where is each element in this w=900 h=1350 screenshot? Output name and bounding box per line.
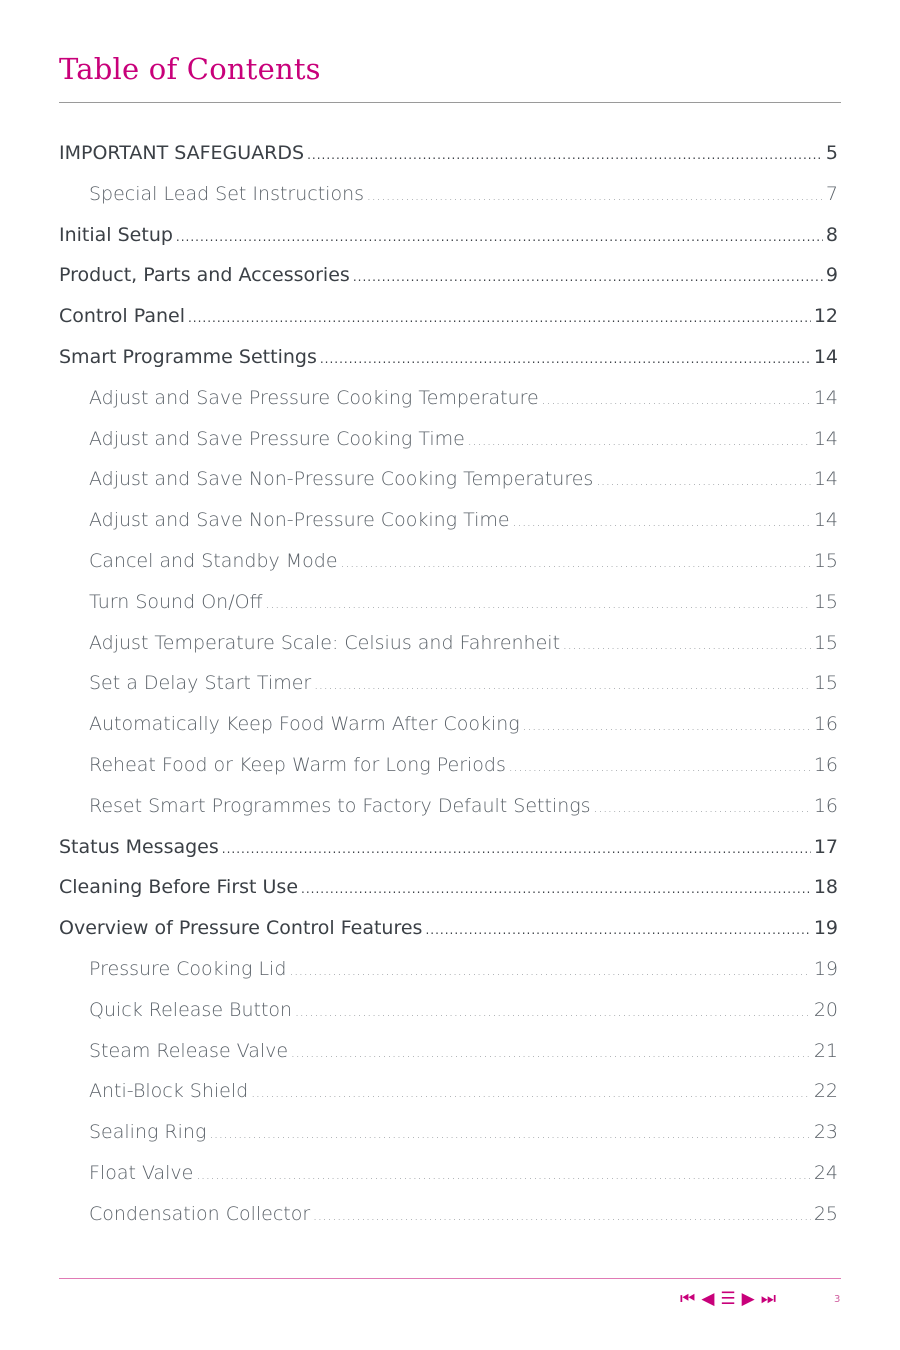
toc-entry-label: Special Lead Set Instructions: [89, 182, 365, 205]
dot-leader: [509, 750, 811, 784]
dot-leader: [291, 1036, 811, 1070]
dot-leader: [301, 872, 811, 906]
toc-entry-page: 19: [813, 917, 838, 940]
toc-entry-label: Set a Delay Start Timer: [89, 672, 312, 695]
toc-entry-page: 15: [813, 549, 838, 572]
toc-entry-label: Smart Programme Settings: [59, 345, 317, 368]
toc-entry-page: 12: [813, 305, 838, 328]
dot-leader: [251, 1076, 811, 1110]
toc-entry-label: Initial Setup: [59, 223, 173, 246]
dot-leader: [176, 220, 823, 254]
toc-entry-page: 14: [813, 345, 838, 368]
toc-entry-page: 25: [813, 1202, 838, 1225]
toc-entry-page: 14: [813, 427, 838, 450]
dot-leader: [266, 587, 811, 621]
toc-entry[interactable]: [59, 177, 838, 218]
last-page-icon[interactable]: ⏭: [760, 1289, 777, 1309]
toc-entry-page: 9: [825, 264, 838, 287]
toc-entry[interactable]: [59, 299, 838, 340]
title-divider: [59, 102, 841, 103]
toc-entry-page: 22: [813, 1080, 838, 1103]
dot-leader: [313, 1199, 811, 1233]
toc-entry[interactable]: [59, 707, 838, 748]
toc-entry-label: Cancel and Standby Mode: [89, 549, 338, 572]
dot-leader: [320, 342, 811, 376]
page-title: Table of Contents: [59, 52, 321, 86]
toc-entry-page: 14: [813, 468, 838, 491]
dot-leader: [594, 791, 811, 825]
table-of-contents: [59, 136, 838, 1238]
dot-leader: [596, 464, 810, 498]
dot-leader: [295, 995, 811, 1029]
dot-leader: [563, 628, 811, 662]
toc-entry[interactable]: [59, 1034, 838, 1075]
toc-entry-label: Automatically Keep Food Warm After Cooking: [89, 713, 520, 736]
toc-entry-label: Condensation Collector: [89, 1202, 311, 1225]
next-page-icon[interactable]: ▶: [741, 1289, 755, 1309]
dot-leader: [341, 546, 811, 580]
toc-entry[interactable]: [59, 911, 838, 952]
dot-leader: [307, 138, 823, 172]
toc-entry-page: 14: [813, 509, 838, 532]
toc-entry-label: Product, Parts and Accessories: [59, 264, 350, 287]
toc-entry-label: Float Valve: [89, 1161, 194, 1184]
toc-entry[interactable]: [59, 1156, 838, 1197]
dot-leader: [523, 709, 811, 743]
dot-leader: [513, 505, 811, 539]
dot-leader: [188, 301, 811, 335]
toc-entry-page: 20: [813, 998, 838, 1021]
toc-entry-label: Adjust and Save Non-Pressure Cooking Time: [89, 509, 510, 532]
dot-leader: [314, 668, 811, 702]
toc-entry[interactable]: [59, 585, 838, 626]
toc-entry-label: Adjust and Save Pressure Cooking Temperature: [89, 386, 539, 409]
toc-entry[interactable]: [59, 422, 838, 463]
toc-entry-label: Cleaning Before First Use: [59, 876, 299, 899]
toc-entry[interactable]: [59, 340, 838, 381]
toc-entry-label: Adjust and Save Non-Pressure Cooking Temperatures: [89, 468, 594, 491]
toc-entry-label: IMPORTANT SAFEGUARDS: [59, 142, 305, 164]
toc-entry-page: 14: [813, 386, 838, 409]
toc-entry[interactable]: [59, 626, 838, 667]
toc-entry[interactable]: [59, 462, 838, 503]
toc-entry[interactable]: [59, 381, 838, 422]
toc-entry[interactable]: [59, 748, 838, 789]
dot-leader: [425, 913, 810, 947]
toc-entry-page: 23: [813, 1121, 838, 1144]
toc-entry-page: 16: [813, 753, 838, 776]
toc-entry-page: 16: [813, 794, 838, 817]
footer-divider: [59, 1278, 841, 1279]
toc-entry[interactable]: [59, 789, 838, 830]
toc-entry-label: Reheat Food or Keep Warm for Long Periods: [89, 753, 506, 776]
toc-entry-label: Status Messages: [59, 835, 219, 858]
toc-entry-label: Quick Release Button: [89, 998, 293, 1021]
dot-leader: [289, 954, 810, 988]
dot-leader: [222, 832, 811, 866]
toc-entry[interactable]: [59, 830, 838, 871]
toc-entry[interactable]: [59, 1074, 838, 1115]
toc-entry[interactable]: [59, 218, 838, 259]
toc-entry[interactable]: [59, 870, 838, 911]
toc-entry-label: Adjust and Save Pressure Cooking Time: [89, 427, 465, 450]
dot-leader: [367, 179, 823, 213]
toc-entry-page: 17: [813, 835, 838, 858]
toc-entry-label: Pressure Cooking Lid: [89, 957, 287, 980]
toc-entry[interactable]: [59, 1197, 838, 1238]
toc-entry[interactable]: [59, 503, 838, 544]
toc-entry-page: 15: [813, 672, 838, 695]
dot-leader: [209, 1117, 810, 1151]
toc-entry[interactable]: [59, 993, 838, 1034]
toc-entry-page: 8: [825, 223, 838, 246]
dot-leader: [542, 383, 811, 417]
toc-entry-label: Adjust Temperature Scale: Celsius and Fahrenheit: [89, 631, 561, 654]
toc-entry[interactable]: [59, 258, 838, 299]
page-number: 3: [834, 1294, 841, 1305]
dot-leader: [196, 1158, 810, 1192]
toc-entry-page: 24: [813, 1161, 838, 1184]
toc-entry-page: 16: [813, 713, 838, 736]
previous-page-icon[interactable]: ◀: [701, 1289, 715, 1309]
toc-entry-label: Turn Sound On/Off: [89, 590, 263, 613]
toc-entry-label: Sealing Ring: [89, 1121, 207, 1144]
toc-entry-page: 21: [813, 1039, 838, 1062]
toc-entry-page: 7: [825, 182, 838, 205]
dot-leader: [468, 424, 811, 458]
toc-entry-page: 19: [813, 957, 838, 980]
toc-entry-page: 15: [813, 590, 838, 613]
toc-entry[interactable]: [59, 136, 838, 177]
toc-entry-page: 5: [825, 142, 838, 164]
toc-entry-label: Control Panel: [59, 305, 185, 328]
toc-entry[interactable]: [59, 544, 838, 585]
page-navigation: [680, 1289, 776, 1309]
first-page-icon[interactable]: ⏮: [680, 1289, 696, 1309]
contents-menu-icon[interactable]: ☰: [720, 1289, 736, 1309]
toc-entry-label: Reset Smart Programmes to Factory Default Settings: [89, 794, 591, 817]
toc-entry-page: 15: [813, 631, 838, 654]
toc-entry[interactable]: [59, 952, 838, 993]
dot-leader: [353, 260, 823, 294]
toc-entry-page: 18: [813, 876, 838, 899]
toc-entry[interactable]: [59, 666, 838, 707]
toc-entry-label: Overview of Pressure Control Features: [59, 917, 423, 940]
toc-entry[interactable]: [59, 1115, 838, 1156]
toc-entry-label: Steam Release Valve: [89, 1039, 289, 1062]
toc-entry-label: Anti-Block Shield: [89, 1080, 249, 1103]
